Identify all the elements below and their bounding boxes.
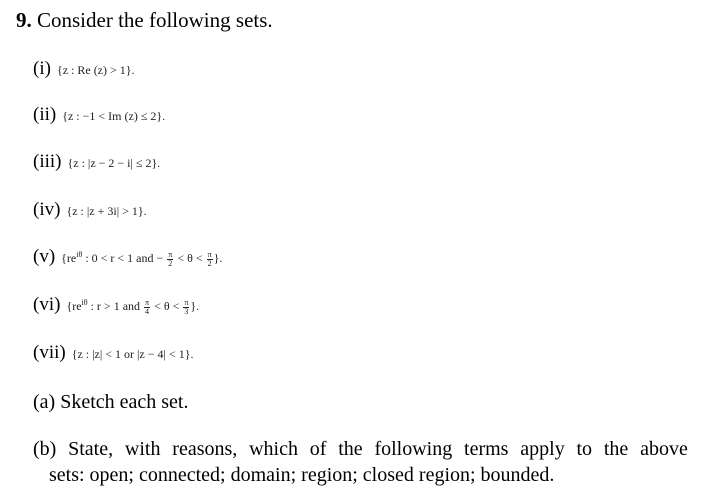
fraction bbox=[183, 299, 189, 316]
word: following bbox=[374, 438, 453, 460]
word: apply bbox=[520, 438, 565, 460]
expr-lead: {re bbox=[66, 299, 82, 313]
expr-inequality: < θ < bbox=[151, 299, 183, 313]
word: reasons, bbox=[172, 438, 238, 460]
set-item-i bbox=[33, 58, 135, 80]
word: which bbox=[249, 438, 298, 460]
expr-tail: }. bbox=[190, 299, 200, 313]
word: above bbox=[640, 438, 688, 460]
fraction bbox=[167, 251, 173, 268]
set-expression: {z : |z + 3i| > 1}. bbox=[66, 204, 147, 218]
fraction-denominator: 4 bbox=[145, 306, 150, 316]
set-label: (vii) bbox=[33, 342, 66, 363]
expr-condition: : r > 1 and bbox=[87, 299, 144, 313]
problem-title bbox=[16, 8, 273, 32]
set-item-vii bbox=[33, 342, 193, 364]
expr-exponent: iθ bbox=[81, 298, 88, 307]
set-item-ii bbox=[33, 104, 165, 126]
fraction-denominator: 2 bbox=[168, 258, 173, 268]
set-item-iv bbox=[33, 199, 147, 221]
fraction-numerator: π bbox=[168, 249, 173, 259]
fraction-numerator: π bbox=[207, 249, 212, 259]
set-label: (i) bbox=[33, 58, 51, 79]
part-b-line-1 bbox=[33, 436, 688, 462]
set-item-v bbox=[33, 246, 222, 268]
set-expression: {z : |z − 2 − i| ≤ 2}. bbox=[67, 156, 161, 170]
fraction bbox=[207, 251, 213, 268]
set-item-iii bbox=[33, 151, 160, 173]
expr-exponent: iθ bbox=[76, 250, 83, 259]
set-label: (vi) bbox=[33, 294, 61, 315]
part-b-instruction bbox=[33, 436, 688, 488]
word: terms bbox=[464, 438, 509, 460]
word: with bbox=[124, 438, 161, 460]
part-b-line-2: sets: open; connected; domain; region; closed region; bounded. bbox=[49, 464, 555, 486]
fraction-numerator: π bbox=[145, 297, 150, 307]
fraction-denominator: 2 bbox=[207, 258, 212, 268]
set-expression bbox=[66, 296, 199, 316]
expr-condition: : 0 < r < 1 and − bbox=[82, 251, 167, 265]
set-label: (v) bbox=[33, 246, 56, 267]
word: to bbox=[576, 438, 593, 460]
expr-inequality: < θ < bbox=[174, 251, 206, 265]
word: (b) bbox=[33, 438, 57, 460]
fraction-numerator: π bbox=[184, 297, 189, 307]
set-label: (ii) bbox=[33, 104, 57, 125]
problem-number: 9. bbox=[16, 8, 32, 32]
word: of bbox=[309, 438, 327, 460]
set-item-vi bbox=[33, 294, 199, 316]
fraction-denominator: 3 bbox=[184, 306, 189, 316]
set-expression bbox=[61, 248, 222, 268]
part-a-instruction: (a) Sketch each set. bbox=[33, 391, 189, 413]
set-label: (iv) bbox=[33, 199, 61, 220]
set-expression: {z : −1 < Im (z) ≤ 2}. bbox=[62, 109, 166, 123]
set-expression: {z : Re (z) > 1}. bbox=[56, 63, 135, 77]
problem-title-text: Consider the following sets. bbox=[37, 8, 273, 32]
expr-tail: }. bbox=[213, 251, 223, 265]
word: the bbox=[603, 438, 629, 460]
word: the bbox=[338, 438, 363, 460]
set-label: (iii) bbox=[33, 151, 62, 172]
set-expression: {z : |z| < 1 or |z − 4| < 1}. bbox=[71, 347, 194, 361]
fraction bbox=[144, 299, 150, 316]
expr-lead: {re bbox=[61, 251, 77, 265]
word: State, bbox=[68, 438, 114, 460]
